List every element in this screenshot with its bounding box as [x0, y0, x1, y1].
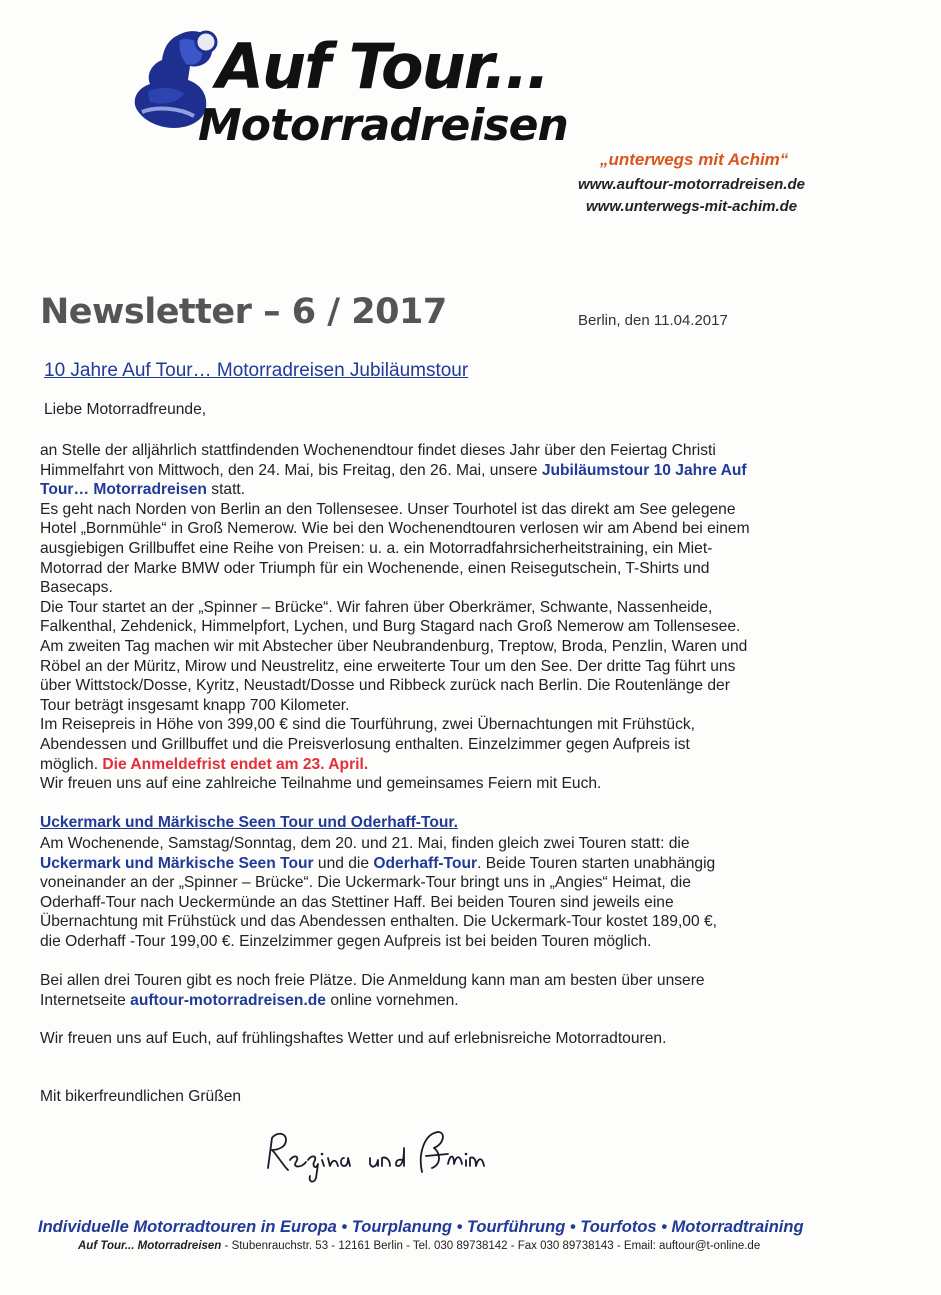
text-span: online vornehmen.: [325, 991, 459, 1009]
text-span: statt.: [206, 481, 246, 499]
handwritten-signature: [262, 1124, 502, 1186]
text-line: Motorrad der Marke BMW oder Triumph für ein Wochenende, einen Reisegutschein, T-Shirts und: [40, 559, 710, 577]
paragraph-wishes: Wir freuen uns auf Euch, auf frühlingshaftes Wetter und auf erlebnisreiche Motorradtouren.: [40, 1030, 667, 1047]
text-line: Wir freuen uns auf eine zahlreiche Teilnahme und gemeinsames Feiern mit Euch.: [40, 775, 602, 793]
text-line: an Stelle der alljährlich stattfindenden Wochenendtour findet dieses Jahr über den Feiertag Christi: [40, 442, 716, 459]
text-span: . Beide Touren starten unabhängig: [477, 854, 716, 872]
website-url-2[interactable]: www.unterwegs-mit-achim.de: [586, 198, 798, 215]
text-line: [40, 991, 705, 1011]
footer-company: Auf Tour... Motorradreisen: [78, 1240, 222, 1252]
section-heading-jubilee[interactable]: 10 Jahre Auf Tour… Motorradreisen Jubiläumstour: [44, 360, 469, 381]
text-line: Hotel „Bornmühle“ in Groß Nemerow. Wie bei den Wochenendtouren verlosen wir am Abend bei einem: [40, 520, 750, 538]
paragraph-jubilee-tour: [40, 441, 900, 794]
text-line: Tour beträgt insgesamt knapp 700 Kilometer.: [40, 696, 350, 714]
closing-salutation: Mit bikerfreundlichen Grüßen: [40, 1088, 242, 1105]
text-line: [40, 480, 900, 500]
newsletter-title: Newsletter – 6 / 2017: [40, 292, 447, 332]
highlight-jubilee-cont: Tour… Motorradreisen: [40, 481, 207, 499]
text-span: und die: [313, 854, 374, 872]
text-span: Internetseite: [40, 991, 131, 1009]
text-line: Die Tour startet an der „Spinner – Brücke“. Wir fahren über Oberkrämer, Schwante, Nassenheide,: [40, 598, 713, 616]
footer-services: Individuelle Motorradtouren in Europa • Tourplanung • Tourführung • Tourfotos • Motorradtraining: [38, 1218, 804, 1236]
text-line: voneinander an der „Spinner – Brücke“. Die Uckermark-Tour bringt uns in „Angies“ Heimat, die: [40, 874, 691, 892]
text-line: ausgiebigen Grillbuffet eine Reihe von Preisen: u. a. ein Motorradfahrsicherheitstraining, ein Miet-: [40, 539, 713, 557]
text-line: die Oderhaff -Tour 199,00 €. Einzelzimmer gegen Aufpreis ist bei beiden Touren möglich.: [40, 932, 652, 950]
footer-contact: - Stubenrauchstr. 53 - 12161 Berlin - Tel. 030 89738142 - Fax 030 89738143 - Email: auftour@t-online.de: [221, 1240, 761, 1252]
text-line: Bei allen drei Touren gibt es noch freie Plätze. Die Anmeldung kann man am besten über unsere: [40, 972, 705, 989]
paragraph-uckermark-tour: [40, 834, 717, 952]
text-span: möglich.: [40, 755, 103, 773]
logo-title-line1: Auf Tour...: [216, 30, 549, 103]
highlight-jubilee: Jubiläumstour 10 Jahre Auf: [541, 461, 747, 479]
highlight-uckermark: Uckermark und Märkische Seen Tour: [40, 854, 314, 872]
text-line: [40, 854, 717, 874]
website-link[interactable]: auftour-motorradreisen.de: [130, 991, 326, 1009]
section-heading-uckermark[interactable]: Uckermark und Märkische Seen Tour und Oderhaff-Tour.: [40, 814, 458, 831]
text-line: Am zweiten Tag machen wir mit Abstecher über Neubrandenburg, Treptow, Broda, Penzlin, Waren und: [40, 637, 748, 655]
text-line: Oderhaff-Tour nach Ueckermünde an das Stettiner Haff. Bei beiden Touren sind jeweils eine: [40, 893, 674, 911]
text-line: Röbel an der Müritz, Mirow und Neustrelitz, eine erweiterte Tour um den See. Der dritte Tag führt uns: [40, 657, 736, 675]
text-line: über Wittstock/Dosse, Kyritz, Neustadt/Dosse und Ribbeck zurück nach Berlin. Die Routenlänge der: [40, 677, 730, 695]
deadline-notice: Die Anmeldefrist endet am 23. April.: [102, 755, 369, 773]
letter-date: Berlin, den 11.04.2017: [578, 312, 728, 329]
text-line: Im Reisepreis in Höhe von 399,00 € sind die Tourführung, zwei Übernachtungen mit Frühstück,: [40, 716, 696, 734]
text-line: Abendessen und Grillbuffet und die Preisverlosung enthalten. Einzelzimmer gegen Aufpreis ist: [40, 735, 690, 753]
tagline: „unterwegs mit Achim“: [600, 150, 789, 169]
highlight-oderhaff: Oderhaff-Tour: [373, 854, 478, 872]
greeting: Liebe Motorradfreunde,: [44, 401, 207, 418]
website-url-1[interactable]: www.auftour-motorradreisen.de: [578, 176, 805, 193]
text-line: Basecaps.: [40, 579, 113, 597]
text-line: [40, 755, 900, 775]
text-line: Am Wochenende, Samstag/Sonntag, dem 20. und 21. Mai, finden gleich zwei Touren statt: die: [40, 835, 690, 852]
paragraph-registration: [40, 971, 705, 1010]
footer-address: [78, 1240, 760, 1252]
text-line: [40, 461, 900, 481]
text-line: Übernachtung mit Frühstück und das Abendessen enthalten. Die Uckermark-Tour kostet 189,00 €,: [40, 913, 717, 931]
text-span: Himmelfahrt von Mittwoch, den 24. Mai, bis Freitag, den 26. Mai, unsere: [40, 461, 542, 479]
logo-title-line2: Motorradreisen: [198, 100, 568, 151]
text-line: Falkenthal, Zehdenick, Himmelpfort, Lychen, und Burg Stagard nach Groß Nemerow am Tollensesee.: [40, 618, 741, 636]
text-line: Es geht nach Norden von Berlin an den Tollensesee. Unser Tourhotel ist das direkt am See gelegene: [40, 500, 736, 518]
